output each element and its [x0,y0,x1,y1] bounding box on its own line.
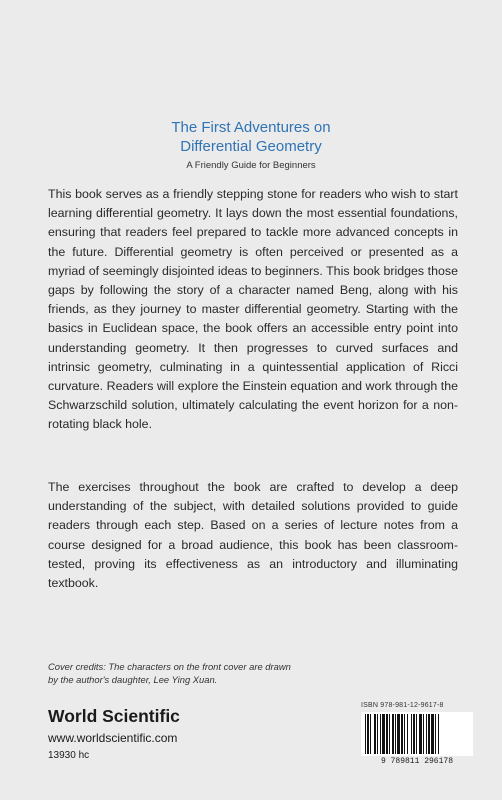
barcode-bar [370,714,371,754]
barcode-bar [374,714,376,754]
barcode-digits: 9 789811 296178 [380,757,453,766]
barcode-bar [438,714,439,754]
isbn-barcode [361,702,473,772]
publisher-website: www.worldscientific.com [48,731,178,745]
barcode-bar [423,714,424,754]
description-paragraph-2: The exercises throughout the book are crafted to develop a deep understanding of the subject, with detailed solutions provided to guide readers through each step. Based on a series of lecture notes from a course designed for a broad audience, this book has been classroom-tested, proving its effectiveness as an introductory and illuminating textbook. [48,480,458,591]
barcode-bar [395,714,396,754]
description-paragraph-1: This book serves as a friendly stepping stone for readers who wish to start learning differential geometry. It lays down the most essential foundations, ensuring that readers feel prepared to tackle more advanced concepts in the future. Differential geometry is often perceived or presented as a myriad of seemingly disjointed ideas to beginners. This book bridges those gaps by following the story of a character named Beng, along with his friends, as they journey to master differential geometry. Starting with the basics in Euclidean space, the book offers an accessible entry point into understanding geometry. It then progresses to curved surfaces and intrinsic geometry, culminating in a quintessential application of Ricci curvature. Readers will explore the Einstein equation and work through the Schwarzschild solution, ultimately calculating the event horizon for a non-rotating black hole. [48,187,458,432]
cover-credits [48,660,368,686]
title-line-1: The First Adventures on [171,119,331,136]
title-line-2: Differential Geometry [180,138,322,155]
barcode-bar [411,714,412,754]
barcode-bar [413,714,415,754]
barcode-bar [386,714,388,754]
book-title [0,118,502,156]
barcode-bar [407,714,408,754]
publisher-name: World Scientific [48,706,180,726]
barcode-bar [380,714,381,754]
barcode-bar [367,714,369,754]
credits-line-1: Cover credits: The characters on the front cover are drawn [48,661,291,672]
barcode-bar [365,714,366,754]
barcode-bar [389,714,390,754]
barcode-bar [419,714,422,754]
product-code: 13930 hc [48,750,90,761]
barcode-bar [401,714,403,754]
barcode-bar [382,714,385,754]
barcode-bar [416,714,417,754]
barcode-graphic [361,712,473,756]
barcode-bar [377,714,378,754]
barcode-bars [361,712,473,756]
barcode-bar [392,714,394,754]
book-subtitle: A Friendly Guide for Beginners [186,160,316,171]
barcode-bar [426,714,427,754]
barcode-bar [397,714,400,754]
barcode-bar [404,714,405,754]
isbn-text: ISBN 978-981-12-9617-8 [361,702,444,709]
barcode-bar [431,714,434,754]
barcode-bar [428,714,430,754]
credits-line-2: by the author's daughter, Lee Ying Xuan. [48,674,218,685]
barcode-bar [435,714,436,754]
